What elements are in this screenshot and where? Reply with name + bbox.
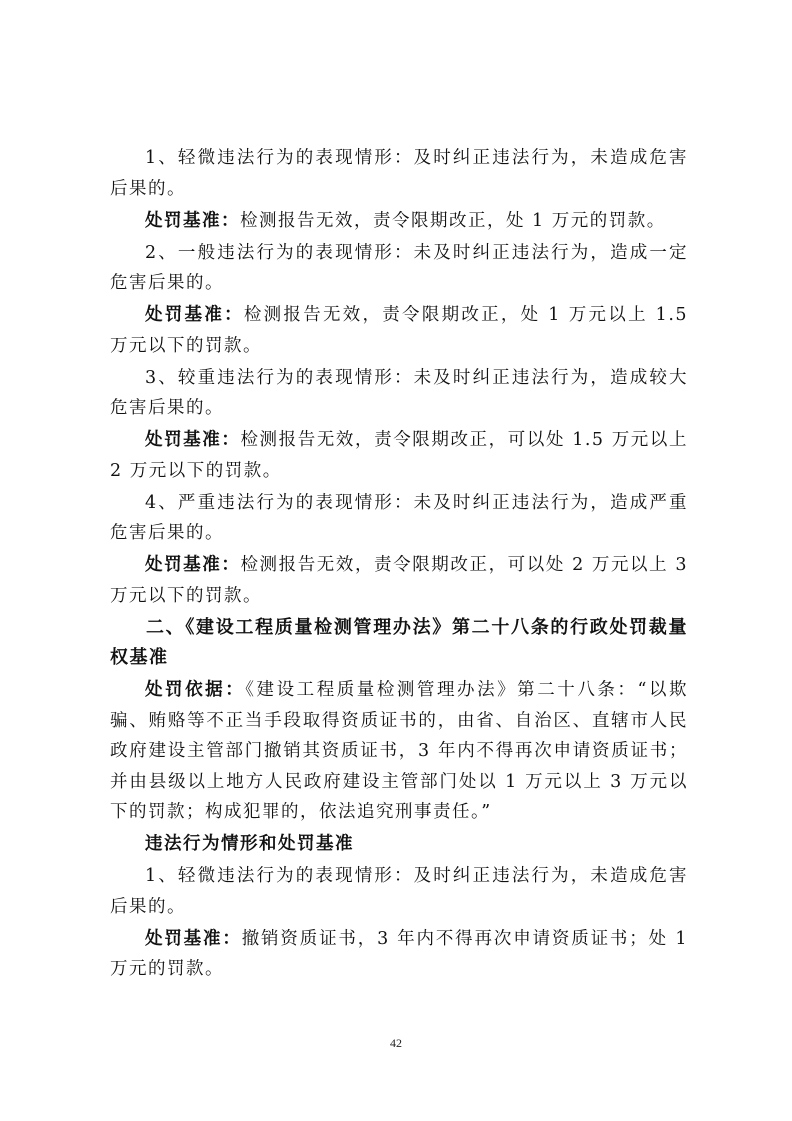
paragraph-minor-violation: 1、轻微违法行为的表现情形：及时纠正违法行为，未造成危害后果的。 [110,866,688,917]
paragraph-penalty-standard [110,924,688,985]
paragraph-severe-violation: 4、严重违法行为的表现情形：未及时纠正违法行为，造成严重危害后果的。 [110,492,688,543]
penalty-standard-text: 检测报告无效，责令限期改正，处 1 万元以上 1.5 万元以下的罚款。 [110,305,689,356]
page-number: 42 [390,1036,402,1050]
penalty-standard-label: 处罚基准： [145,210,240,231]
document-body [110,143,688,985]
penalty-standard-text: 检测报告无效，责令限期改正，可以处 2 万元以上 3 万元以下的罚款。 [110,555,688,606]
penalty-standard-text: 撤销资质证书，3 年内不得再次申请资质证书；处 1 万元的罚款。 [110,928,688,979]
subsection-heading: 违法行为情形和处罚基准 [145,834,354,854]
paragraph-penalty-standard [110,425,688,486]
penalty-standard-text: 检测报告无效，责令限期改正，处 1 万元的罚款。 [240,210,666,231]
paragraph-penalty-standard [110,300,688,361]
paragraph-serious-violation: 3、较重违法行为的表现情形：未及时纠正违法行为，造成较大危害后果的。 [110,367,688,418]
paragraph-minor-violation: 1、轻微违法行为的表现情形：及时纠正违法行为，未造成危害后果的。 [110,148,688,199]
penalty-standard-label: 处罚基准： [145,928,242,949]
penalty-standard-text: 检测报告无效，责令限期改正，可以处 1.5 万元以上 2 万元以下的罚款。 [110,430,688,481]
penalty-basis-label: 处罚依据： [145,680,246,700]
paragraph-general-violation: 2、一般违法行为的表现情形：未及时纠正违法行为，造成一定危害后果的。 [110,242,688,293]
section-heading: 二、《建设工程质量检测管理办法》第二十八条的行政处罚裁量权基准 [110,616,688,668]
paragraph-penalty-standard [110,206,688,237]
paragraph-penalty-standard [110,550,688,611]
penalty-basis-text: 《建设工程质量检测管理办法》第二十八条：“以欺骗、贿赂等不正当手段取得资质证书的，由省、自治区、直辖市人民政府建设主管部门撤销其资质证书，3 年内不得再次申请资质证书；并由县级以上地方人民政府建设主管部门处以 1 万元以上 3 万元以下的罚款；构成犯罪的，依法追究刑事责任。” [110,680,689,822]
penalty-standard-label: 处罚基准： [145,305,244,325]
penalty-standard-label: 处罚基准： [145,430,241,450]
paragraph-penalty-basis [110,675,688,828]
penalty-standard-label: 处罚基准： [145,555,241,575]
